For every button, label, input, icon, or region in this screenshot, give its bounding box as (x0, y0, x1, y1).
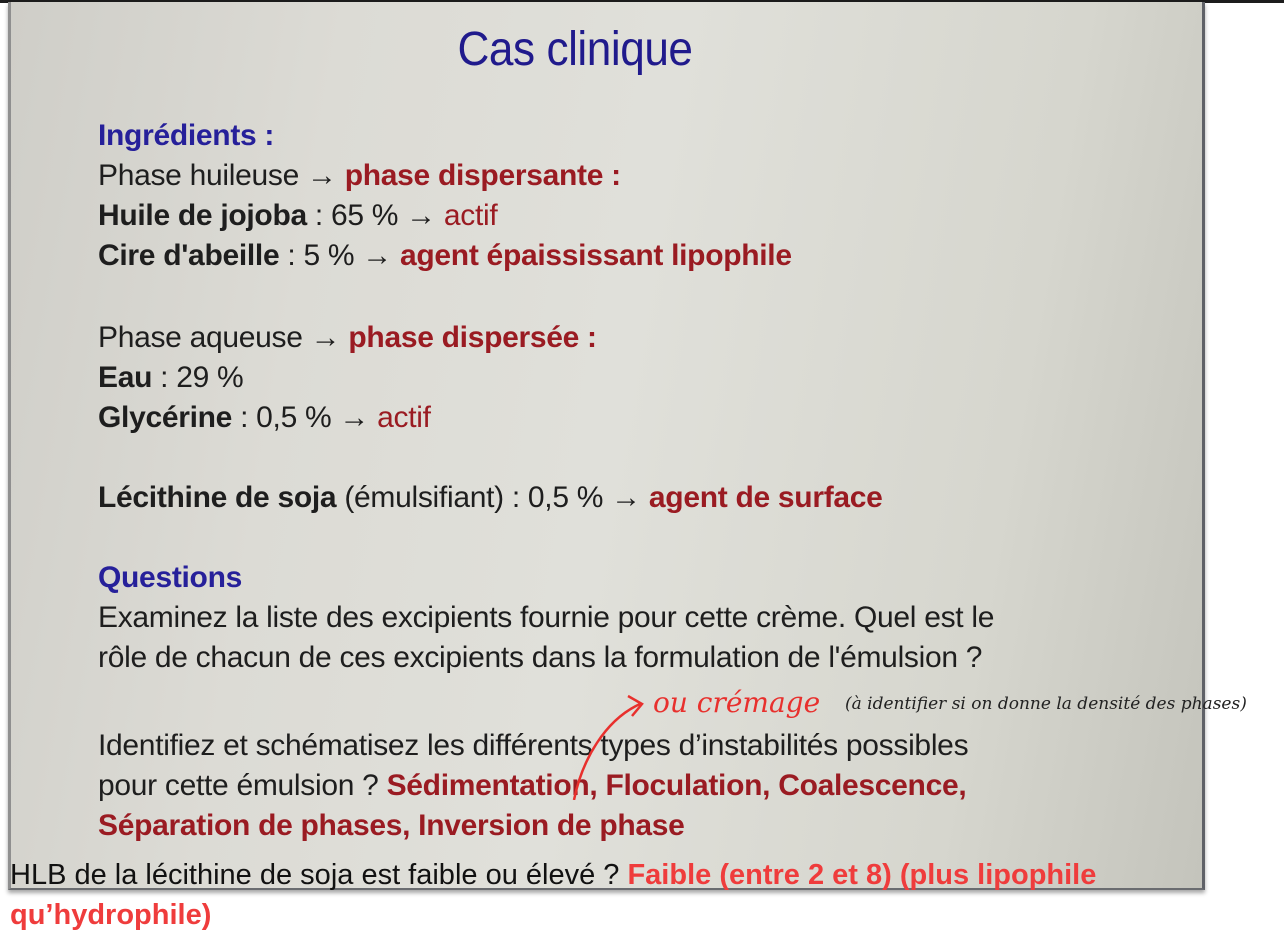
water-phase-line (98, 318, 597, 358)
question1-line1: Examinez la liste des excipients fournie pour cette crème. Quel est le (98, 601, 995, 634)
handwritten-annotation-black: (à identifier si on donne la densité des phases) (845, 694, 1247, 714)
ingredients-section (98, 116, 792, 276)
question2 (98, 726, 968, 846)
oil-phase-label: Phase huileuse → (98, 159, 345, 192)
water-phase-section (98, 318, 597, 438)
water-phase-label: Phase aqueuse → (98, 321, 349, 354)
ingredient-name: Cire d'abeille (98, 239, 280, 272)
questions-header: Questions (98, 561, 242, 594)
emulsifier-line (98, 478, 883, 518)
question2-text: pour cette émulsion ? (98, 769, 387, 802)
ingredient-detail: : 0,5 % → (232, 401, 378, 434)
emulsifier-name: Lécithine de soja (98, 481, 337, 514)
emulsifier-role: agent de surface (648, 481, 883, 514)
hlb-note (10, 855, 1280, 935)
question2-line3: Séparation de phases, Inversion de phase (98, 809, 685, 842)
hlb-answer: Faible (entre 2 et 8) (plus lipophile qu’hydrophile) (10, 859, 1097, 931)
hlb-question: HLB de la lécithine de soja est faible ou élevé ? (10, 859, 628, 891)
ingredient-glycerin (98, 398, 597, 438)
handwritten-arrow-icon (560, 690, 660, 800)
ingredient-beeswax (98, 236, 792, 276)
ingredient-detail: : 5 % → (279, 239, 401, 272)
question2-answer: Sédimentation, Floculation, Coalescence, (386, 769, 967, 802)
ingredient-water (98, 358, 597, 398)
question1-line2: rôle de chacun de ces excipients dans la formulation de l'émulsion ? (98, 641, 983, 674)
slide-title: Cas clinique (457, 23, 693, 76)
ingredient-name: Glycérine (98, 401, 233, 434)
ingredient-name: Eau (98, 361, 153, 394)
ingredient-role: actif (377, 401, 431, 434)
ingredient-name: Huile de jojoba (98, 199, 307, 232)
questions-section (98, 558, 994, 678)
question2-line1: Identifiez et schématisez les différents types d’instabilités possibles (98, 729, 969, 762)
ingredient-role: agent épaississant lipophile (400, 239, 792, 272)
ingredient-detail: : 65 % → (306, 199, 444, 232)
oil-phase-line (98, 156, 792, 196)
oil-phase-role: phase dispersante : (344, 159, 621, 192)
ingredient-jojoba (98, 196, 792, 236)
water-phase-role: phase dispersée : (348, 321, 597, 354)
ingredient-role: actif (443, 199, 498, 232)
ingredient-detail: : 29 % (152, 361, 244, 394)
handwritten-annotation-red: ou crémage (653, 686, 821, 719)
question2-line2 (98, 766, 968, 806)
ingredients-header: Ingrédients : (98, 119, 275, 152)
emulsifier-detail: (émulsifiant) : 0,5 % → (336, 481, 649, 514)
